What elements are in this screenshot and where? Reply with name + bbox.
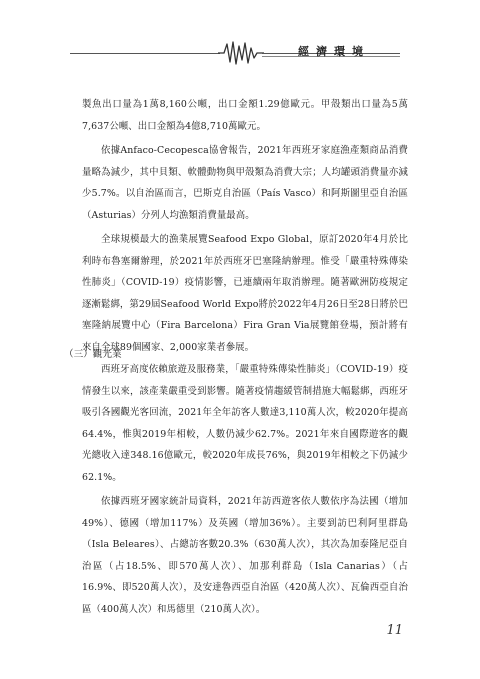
heartbeat-wave-icon	[218, 40, 264, 66]
paragraph-consumption-report: 依據Anfaco-Cecopesca協會報告，2021年西班牙家庭漁產類商品消費量略為減少，其中貝類、軟體動物與甲殼類為消費大宗；人均罐頭消費量亦減少5.7%。以自治區而言，巴斯克自治區（País Vasco）和阿斯圖里亞自治區（Asturias）分列人均漁類消費量最高。	[82, 145, 408, 221]
section-tag: 經濟環境	[298, 45, 370, 58]
page-number: 11	[386, 623, 403, 638]
header-rule-left	[70, 53, 220, 54]
paragraph-visitor-statistics: 依據西班牙國家統計局資料，2021年訪西遊客依人數依序為法國（增加49%）、德國（增加117%）及英國（增加36%）。主要到訪巴利阿里群島（Isla Beleares）、占總訪客數20.3%（630萬人次），其次為加泰隆尼亞自治區（占18.5%、即570萬人次）、加那利群島（Isla Canarias）（占16.9%、即520萬人次），及安達魯西亞自治區（420萬人次）、瓦倫西亞自治區（400萬人次）和馬德里（210萬人次）。	[82, 496, 408, 615]
page-header	[0, 0, 480, 70]
body-text-upper	[82, 94, 408, 358]
section-heading-tourism: （三）觀光業	[64, 349, 122, 360]
paragraph-tourism-overview: 西班牙高度依賴旅遊及服務業，「嚴重特殊傳染性肺炎」（COVID-19）疫情發生以來，該產業嚴重受到影響。隨著疫情趨緩管制措施大幅鬆綁，西班牙吸引各國觀光客回流，2021年全年訪客人數達3,110萬人次，較2020年提高64.4%，惟與2019年相較，人數仍減少62.7%。2021年來自國際遊客的觀光總收入達348.16億歐元，較2020年成長76%，與2019年相較之下仍減少62.1%。	[82, 364, 408, 483]
paragraph-seafood-expo: 全球規模最大的漁業展覽Seafood Expo Global，原訂2020年4月於比利時布魯塞爾辦理，於2021年於西班牙巴塞隆納辦理。惟受「嚴重特殊傳染性肺炎」（COVID-19）疫情影響，已連續兩年取消辦理。隨著歐洲防疫規定逐漸鬆綁，第29屆Seafood World Expo將於2022年4月26日至28日將於巴塞隆納展覽中心（Fira Barcelona）Fira Gran Via展覽館登場，預計將有來自全球89個國家、2,000家業者參展。	[82, 234, 408, 353]
body-text-lower	[82, 359, 408, 620]
paragraph-fish-exports: 製魚出口量為1萬8,160公噸，出口金額1.29億歐元。甲殼類出口量為5萬7,637公噸、出口金額為4億8,710萬歐元。	[82, 99, 408, 132]
